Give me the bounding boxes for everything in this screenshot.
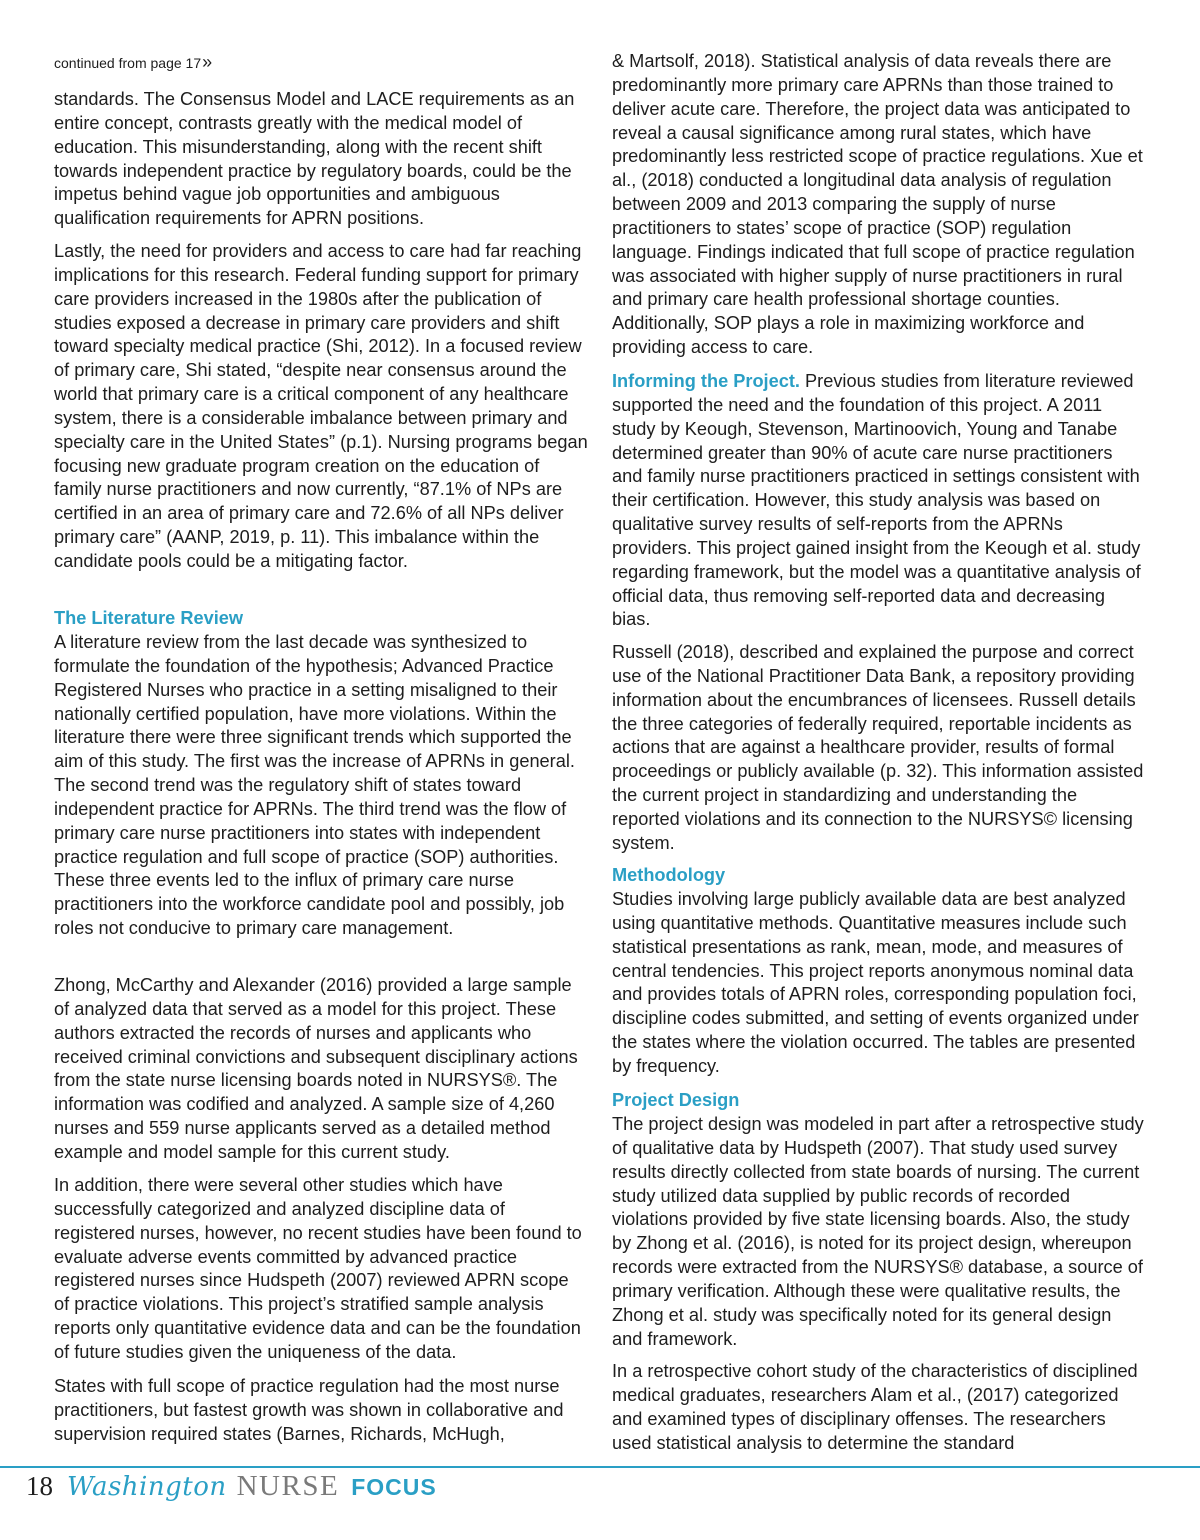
body-paragraph: Russell (2018), described and explained the purpose and correct use of the National Practitioner Data Bank, a repository providing information about the encumbrances of licensees. Russell details the three categories of federally required, reportable incidents as actions that are against a healthcare provider, results of formal proceedings or publicly available (p. 32). This information assisted the current project in standardizing and understanding the reported violations and its connection to the NURSYS© licensing system. (612, 642, 1144, 853)
section-heading-literature-review: The Literature Review (54, 608, 244, 628)
chevron-right-icon: » (202, 52, 213, 72)
footer-rule (0, 1466, 1200, 1468)
body-paragraph: A literature review from the last decade was synthesized to formulate the foundation of the hypothesis; Advanced Practice Registered Nurses who practice in a setting misaligned to their nationally certified population, have more violations. Within the literature there were three significant trends which supported the aim of this study. The first was the increase of APRNs in general. The second trend was the regulatory shift of states toward independent practice for APRNs. The third trend was the flow of primary care nurse practitioners into states with independent practice regulation and full scope of practice (SOP) authorities. These three events led to the influx of primary care nurse practitioners into the workforce candidate pool and possibly, job roles not conducive to primary care management. (54, 632, 575, 939)
body-paragraph (612, 370, 1146, 632)
brand-focus: FOCUS (351, 1474, 437, 1500)
brand-washington-script: Washington (67, 1472, 227, 1502)
body-paragraph: standards. The Consensus Model and LACE requirements as an entire concept, contrasts greatly with the medical model of education. This misunderstanding, along with the recent shift towards independent practice by regulatory boards, could be the impetus behind vague job opportunities and ambiguous qualification requirements for APRN positions. (54, 89, 575, 229)
page-footer (26, 1470, 437, 1514)
paragraph-text: Previous studies from literature reviewed supported the need and the foundation of this project. A 2011 study by Keough, Stevenson, Martinoovich, Young and Tanabe determined greater than 90% of acute care nurse practitioners and family nurse practitioners practiced in settings consistent with their certification. However, this study analysis was based on qualitative survey results of self-reports from the APRNs providers. This project gained insight from the Keough et al. study regarding framework, but the model was a quantitative analysis of official data, thus removing self-reported data and decreasing bias. (612, 371, 1141, 630)
body-paragraph: States with full scope of practice regulation had the most nurse practitioners, but fastest growth was shown in collaborative and supervision required states (Barnes, Richards, McHugh, (54, 1376, 564, 1444)
body-paragraph: Zhong, McCarthy and Alexander (2016) provided a large sample of analyzed data that served as a model for this project. These authors extracted the records of nurses and applicants who received criminal convictions and subsequent disciplinary actions from the state nurse licensing boards noted in NURSYS®. The information was codified and analyzed. A sample size of 4,260 nurses and 559 nurse applicants served as a detailed method example and model sample for this current study. (54, 975, 578, 1162)
body-paragraph: In a retrospective cohort study of the characteristics of disciplined medical graduates, researchers Alam et al., (2017) categorized and examined types of disciplinary offenses. The researchers used statistical analysis to determine the standard (612, 1361, 1138, 1453)
section-heading-project-design: Project Design (612, 1090, 740, 1110)
body-paragraph: The project design was modeled in part after a retrospective study of qualitative data by Hudspeth (2007). That study used survey results directly collected from state boards of nursing. The current study utilized data supplied by public records of recorded violations provided by five state licensing boards. Also, the study by Zhong et al. (2016), is noted for its project design, whereupon records were extracted from the NURSYS® database, a source of primary verification. Although these were qualitative results, the Zhong et al. study was specifically noted for its general design and framework. (612, 1114, 1144, 1349)
brand-nurse: NURSE (236, 1470, 340, 1502)
body-paragraph: & Martsolf, 2018). Statistical analysis of data reveals there are predominantly more primary care APRNs than those trained to deliver acute care. Therefore, the project data was anticipated to reveal a causal significance among rural states, which have predominantly less restricted scope of practice regulations. Xue et al., (2018) conducted a longitudinal data analysis of regulation between 2009 and 2013 comparing the supply of nurse practitioners to states’ scope of practice (SOP) regulation language. Findings indicated that full scope of practice regulation was associated with higher supply of nurse practitioners in rural and primary care health professional shortage counties. Additionally, SOP plays a role in maximizing workforce and providing access to care. (612, 51, 1143, 358)
body-paragraph: Studies involving large publicly available data are best analyzed using quantitative methods. Quantitative measures include such statistical presentations as rank, mean, mode, and measures of central tendencies. This project reports anonymous nominal data and provides totals of APRN roles, corresponding population foci, discipline codes submitted, and setting of events organized under the states where the violation occurred. The tables are presented by frequency. (612, 889, 1139, 1076)
section-heading-methodology: Methodology (612, 865, 726, 885)
continued-text: continued from page 17 (54, 55, 202, 71)
page-number: 18 (26, 1471, 53, 1501)
runin-heading-informing-project: Informing the Project. (612, 371, 800, 391)
continued-note (54, 52, 212, 73)
body-paragraph: Lastly, the need for providers and access to care had far reaching implications for this research. Federal funding support for primary care providers increased in the 1980s after the publication of studies exposed a decrease in primary care providers and shift toward specialty medical practice (Shi, 2012). In a focused review of primary care, Shi stated, “despite near consensus around the world that primary care is a critical component of any healthcare system, there is a considerable imbalance between primary and specialty care in the United States” (p.1). Nursing programs began focusing new graduate program creation on the education of family nurse practitioners and now currently, “87.1% of NPs are certified in an area of primary care and 72.6% of all NPs deliver primary care” (AANP, 2019, p. 11). This imbalance within the candidate pools could be a mitigating factor. (54, 241, 588, 571)
body-paragraph: In addition, there were several other studies which have successfully categorized and analyzed discipline data of registered nurses, however, no recent studies have been found to evaluate adverse events committed by advanced practice registered nurses since Hudspeth (2007) reviewed APRN scope of practice violations. This project’s stratified sample analysis reports only quantitative evidence data and can be the foundation of future studies given the uniqueness of the data. (54, 1175, 582, 1362)
